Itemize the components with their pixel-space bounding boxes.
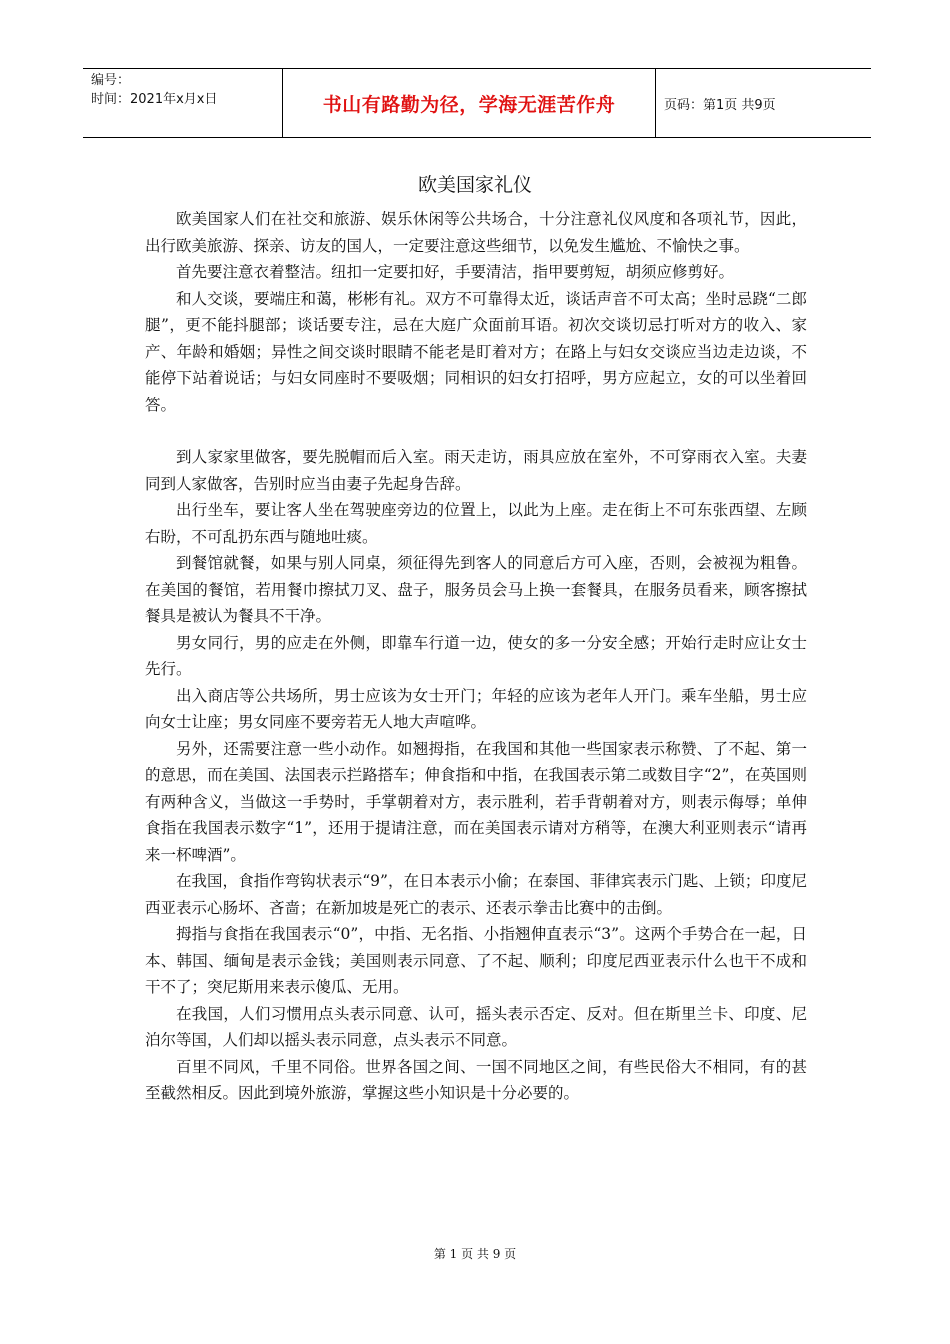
header-page-info-cell <box>656 69 871 137</box>
document-code-label: 编号： <box>91 73 131 88</box>
header-motto-cell <box>282 69 656 137</box>
page-footer: 第 1 页 共 9 页 <box>433 1247 517 1261</box>
paragraph: 在我国，人们习惯用点头表示同意、认可，摇头表示否定、反对。但在斯里兰卡、印度、尼泊尔等国，人们却以摇头表示同意，点头表示不同意。 <box>145 1004 807 1049</box>
page-header <box>83 68 871 138</box>
document-body <box>145 206 807 1107</box>
paragraph: 首先要注意衣着整洁。纽扣一定要扣好，手要清洁，指甲要剪短，胡须应修剪好。 <box>176 263 735 281</box>
header-motto: 书山有路勤为径，学海无涯苦作舟 <box>322 93 616 116</box>
paragraph: 到人家家里做客，要先脱帽而后入室。雨天走访，雨具应放在室外，不可穿雨衣入室。夫妻同到人家做客，告别时应当由妻子先起身告辞。 <box>145 448 807 493</box>
paragraph: 男女同行，男的应走在外侧，即靠车行道一边，使女的多一分安全感；开始行走时应让女士先行。 <box>145 633 807 678</box>
paragraph: 到餐馆就餐，如果与别人同桌，须征得先到客人的同意后方可入座，否则，会被视为粗鲁。在美国的餐馆，若用餐巾擦拭刀叉、盘子，服务员会马上换一套餐具，在服务员看来，顾客擦拭餐具是被认为餐具不干净。 <box>145 554 807 625</box>
paragraph: 拇指与食指在我国表示“0”，中指、无名指、小指翘伸直表示“3”。这两个手势合在一起，日本、韩国、缅甸是表示金钱；美国则表示同意、了不起、顺利；印度尼西亚表示什么也干不成和干不了；突尼斯用来表示傻瓜、无用。 <box>145 925 807 996</box>
document-title: 欧美国家礼仪 <box>417 174 532 196</box>
paragraph: 出入商店等公共场所，男士应该为女士开门；年轻的应该为老年人开门。乘车坐船，男士应向女士让座；男女同座不要旁若无人地大声喧哗。 <box>145 686 807 731</box>
document-date: 时间：2021年x月x日 <box>91 92 218 107</box>
paragraph: 百里不同风，千里不同俗。世界各国之间、一国不同地区之间，有些民俗大不相同，有的甚至截然相反。因此到境外旅游，掌握这些小知识是十分必要的。 <box>145 1057 807 1102</box>
header-meta <box>83 69 282 137</box>
paragraph: 在我国，食指作弯钩状表示“9”，在日本表示小偷；在泰国、菲律宾表示门匙、上锁；印度尼西亚表示心肠坏、吝啬；在新加坡是死亡的表示、还表示拳击比赛中的击倒。 <box>145 872 807 917</box>
paragraph: 出行坐车，要让客人坐在驾驶座旁边的位置上，以此为上座。走在街上不可东张西望、左顾右盼，不可乱扔东西与随地吐痰。 <box>145 501 807 546</box>
paragraph: 另外，还需要注意一些小动作。如翘拇指，在我国和其他一些国家表示称赞、了不起、第一的意思，而在美国、法国表示拦路搭车；伸食指和中指，在我国表示第二或数目字“2”，在英国则有两种含义，当做这一手势时，手掌朝着对方，表示胜利，若手背朝着对方，则表示侮辱；单伸食指在我国表示数字“1”，还用于提请注意，而在美国表示请对方稍等，在澳大利亚则表示“请再来一杯啤酒”。 <box>145 739 807 864</box>
paragraph: 欧美国家人们在社交和旅游、娱乐休闲等公共场合，十分注意礼仪风度和各项礼节，因此，出行欧美旅游、探亲、访友的国人，一定要注意这些细节，以免发生尴尬、不愉快之事。 <box>145 210 807 255</box>
header-page-info: 页码：第1页 共9页 <box>664 97 776 113</box>
paragraph: 和人交谈，要端庄和蔼，彬彬有礼。双方不可靠得太近，谈话声音不可太高；坐时忌跷“二郎腿”，更不能抖腿部；谈话要专注，忌在大庭广众面前耳语。初次交谈切忌打听对方的收入、家产、年龄和婚姻；异性之间交谈时眼睛不能老是盯着对方；在路上与妇女交谈应当边走边谈，不能停下站着说话；与妇女同座时不要吸烟；同相识的妇女打招呼，男方应起立，女的可以坐着回答。 <box>145 289 807 414</box>
